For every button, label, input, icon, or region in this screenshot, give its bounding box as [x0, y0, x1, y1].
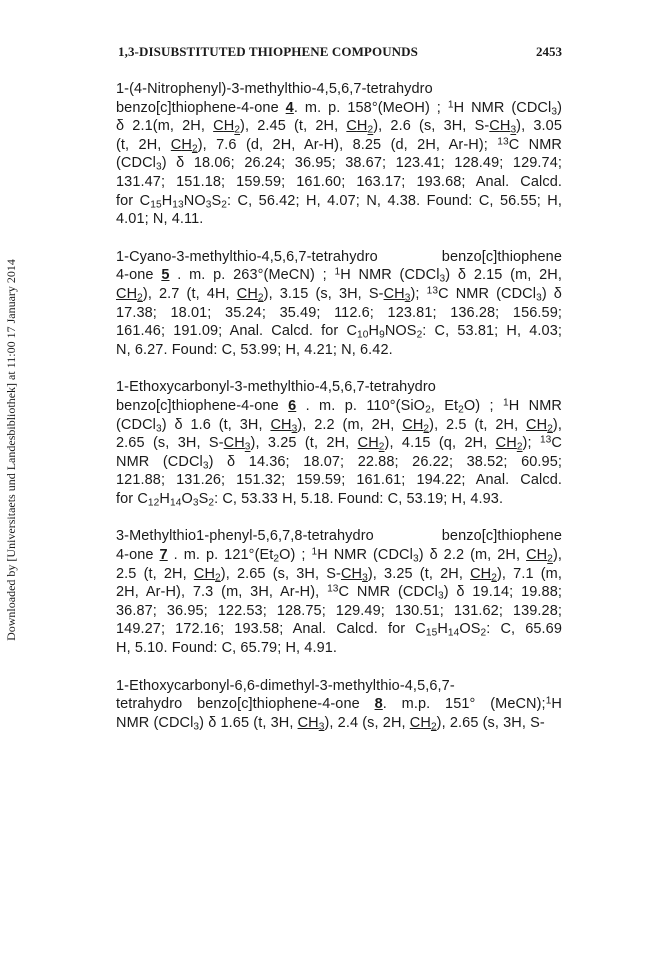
download-note: Downloaded by [Universitaets und Landesbibliothek] at 11:00 17 January 2014: [4, 259, 18, 641]
text-line: 149.27; 172.16; 193.58; Anal. Calcd. for $C_{15}H_{14}OS_2$: C, 65.69: [116, 621, 563, 639]
text-line: benzo[c]thiophene-4-one 6 . m. p. 110°(SiO$_2$, $Et_2O$) ; $^1$H NMR: [116, 397, 562, 416]
text-line: 17.38; 18.01; 35.24; 35.49; 112.6; 123.81; 136.28; 156.59;: [116, 304, 562, 321]
text-line: 2.5 (t, 2H, $CH_2$), 2.65 (s, 3H, $S-CH_3$), 3.25 (t, 2H, $CH_2$), 7.1 (m,: [116, 565, 562, 584]
download-watermark: [4, 200, 24, 700]
text-line: NMR (CDCl$_3$) δ 14.36; 18.07; 22.88; 26.22; 38.52; 60.95;: [116, 453, 563, 472]
text-line: $CH_2$), 2.7 (t, 4H, $CH_2$), 3.15 (s, 3H, $S-CH_3$); $^{13}$C NMR (CDCl$_3$) δ: [116, 285, 562, 304]
experimental-text: [116, 80, 562, 751]
compound-entry: [116, 527, 562, 657]
text-line: 121.88; 131.26; 151.32; 159.59; 161.61; 194.22; Anal. Calcd.: [116, 472, 562, 489]
text-line: for $C_{15}H_{13}NO_3S_2$: C, 56.42; H, 4.07; N, 4.38. Found: C, 56.55; H,: [116, 192, 563, 211]
text-line: H, 5.10. Found: C, 65.79; H, 4.91.: [116, 640, 338, 657]
text-line: (CDCl$_3$) δ 18.06; 26.24; 36.95; 38.67; 123.41; 128.49; 129.74;: [116, 155, 562, 173]
text-line: 3-Methylthio1-phenyl-5,6,7,8-tetrahydro benzo[c]thiophene: [116, 528, 562, 545]
compound-entry: [116, 378, 562, 508]
text-line: 1-Ethoxycarbonyl-6,6-dimethyl-3-methylthio-4,5,6,7-: [116, 677, 455, 694]
compound-entry: [116, 248, 562, 360]
text-line: 161.46; 191.09; Anal. Calcd. for $C_{10}H_9NOS_2$: C, 53.81; H, 4.03;: [116, 323, 562, 341]
text-line: 4-one 5 . m. p. 263°(MeCN) ; $^1$H NMR (CDCl$_3$) δ 2.15 (m, 2H,: [116, 266, 562, 285]
text-line: (CDCl$_3$) δ 1.6 (t, 3H, $CH_3$), 2.2 (m, 2H, $CH_2$), 2.5 (t, 2H, $CH_2$),: [116, 416, 562, 435]
text-line: 4-one 7 . m. p. $121^\circ(Et_2O)$ ; $^1$H NMR (CDCl$_3$) δ 2.2 (m, 2H, $CH_2$),: [116, 546, 563, 565]
text-line: N, 6.27. Found: C, 53.99; H, 4.21; N, 6.42.: [116, 341, 393, 358]
running-title: 1,3-DISUBSTITUTED THIOPHENE COMPOUNDS: [118, 44, 418, 59]
text-line: NMR (CDCl$_3$) δ 1.65 (t, 3H, $CH_3$), 2.4 (s, 2H, $CH_2$), 2.65 (s, 3H, S-: [116, 714, 545, 733]
text-line: 1-Ethoxycarbonyl-3-methylthio-4,5,6,7-tetrahydro: [116, 379, 436, 396]
compound-entry: [116, 80, 562, 229]
text-line: 1-Cyano-3-methylthio-4,5,6,7-tetrahydro benzo[c]thiophene: [116, 248, 562, 265]
text-line: δ 2.1(m, 2H, $CH_2$), 2.45 (t, 2H, $CH_2$), 2.6 (s, 3H, $S-CH_3$), 3.05: [116, 118, 562, 136]
text-line: for $C_{12}H_{14}O_3S_2$: C, 53.33 H, 5.18. Found: C, 53.19; H, 4.93.: [116, 490, 504, 509]
text-line: tetrahydro benzo[c]thiophene-4-one 8. m.p. 151° (MeCN);$^1$H: [116, 695, 562, 713]
text-line: 1-(4-Nitrophenyl)-3-methylthio-4,5,6,7-tetrahydro: [116, 81, 433, 97]
text-line: (t, 2H, $CH_2$), 7.6 (d, 2H, Ar-H), 8.25 (d, 2H, Ar-H); $^{13}$C NMR: [116, 136, 562, 155]
text-line: 36.87; 36.95; 122.53; 128.75; 129.49; 130.51; 131.62; 139.28;: [116, 602, 562, 619]
page-number: 2453: [536, 44, 562, 59]
running-header: [118, 44, 562, 64]
text-line: 2H, Ar-H), 7.3 (m, 3H, Ar-H), $^{13}$C NMR (CDCl$_3$) δ 19.14; 19.88;: [116, 583, 562, 602]
text-line: 2.65 (s, 3H, $S-CH_3$), 3.25 (t, 2H, $CH_2$), 4.15 (q, 2H, $CH_2$); $^{13}$C: [116, 434, 562, 453]
compound-entry: [116, 677, 562, 733]
text-line: benzo[c]thiophene-4-one 4. m. p. 158°(MeOH) ; $^1$H NMR (CDCl$_3$): [116, 99, 562, 118]
text-line: 4.01; N, 4.11.: [116, 211, 204, 228]
text-line: 131.47; 151.18; 159.59; 161.60; 163.17; 193.68; Anal. Calcd.: [116, 173, 562, 190]
